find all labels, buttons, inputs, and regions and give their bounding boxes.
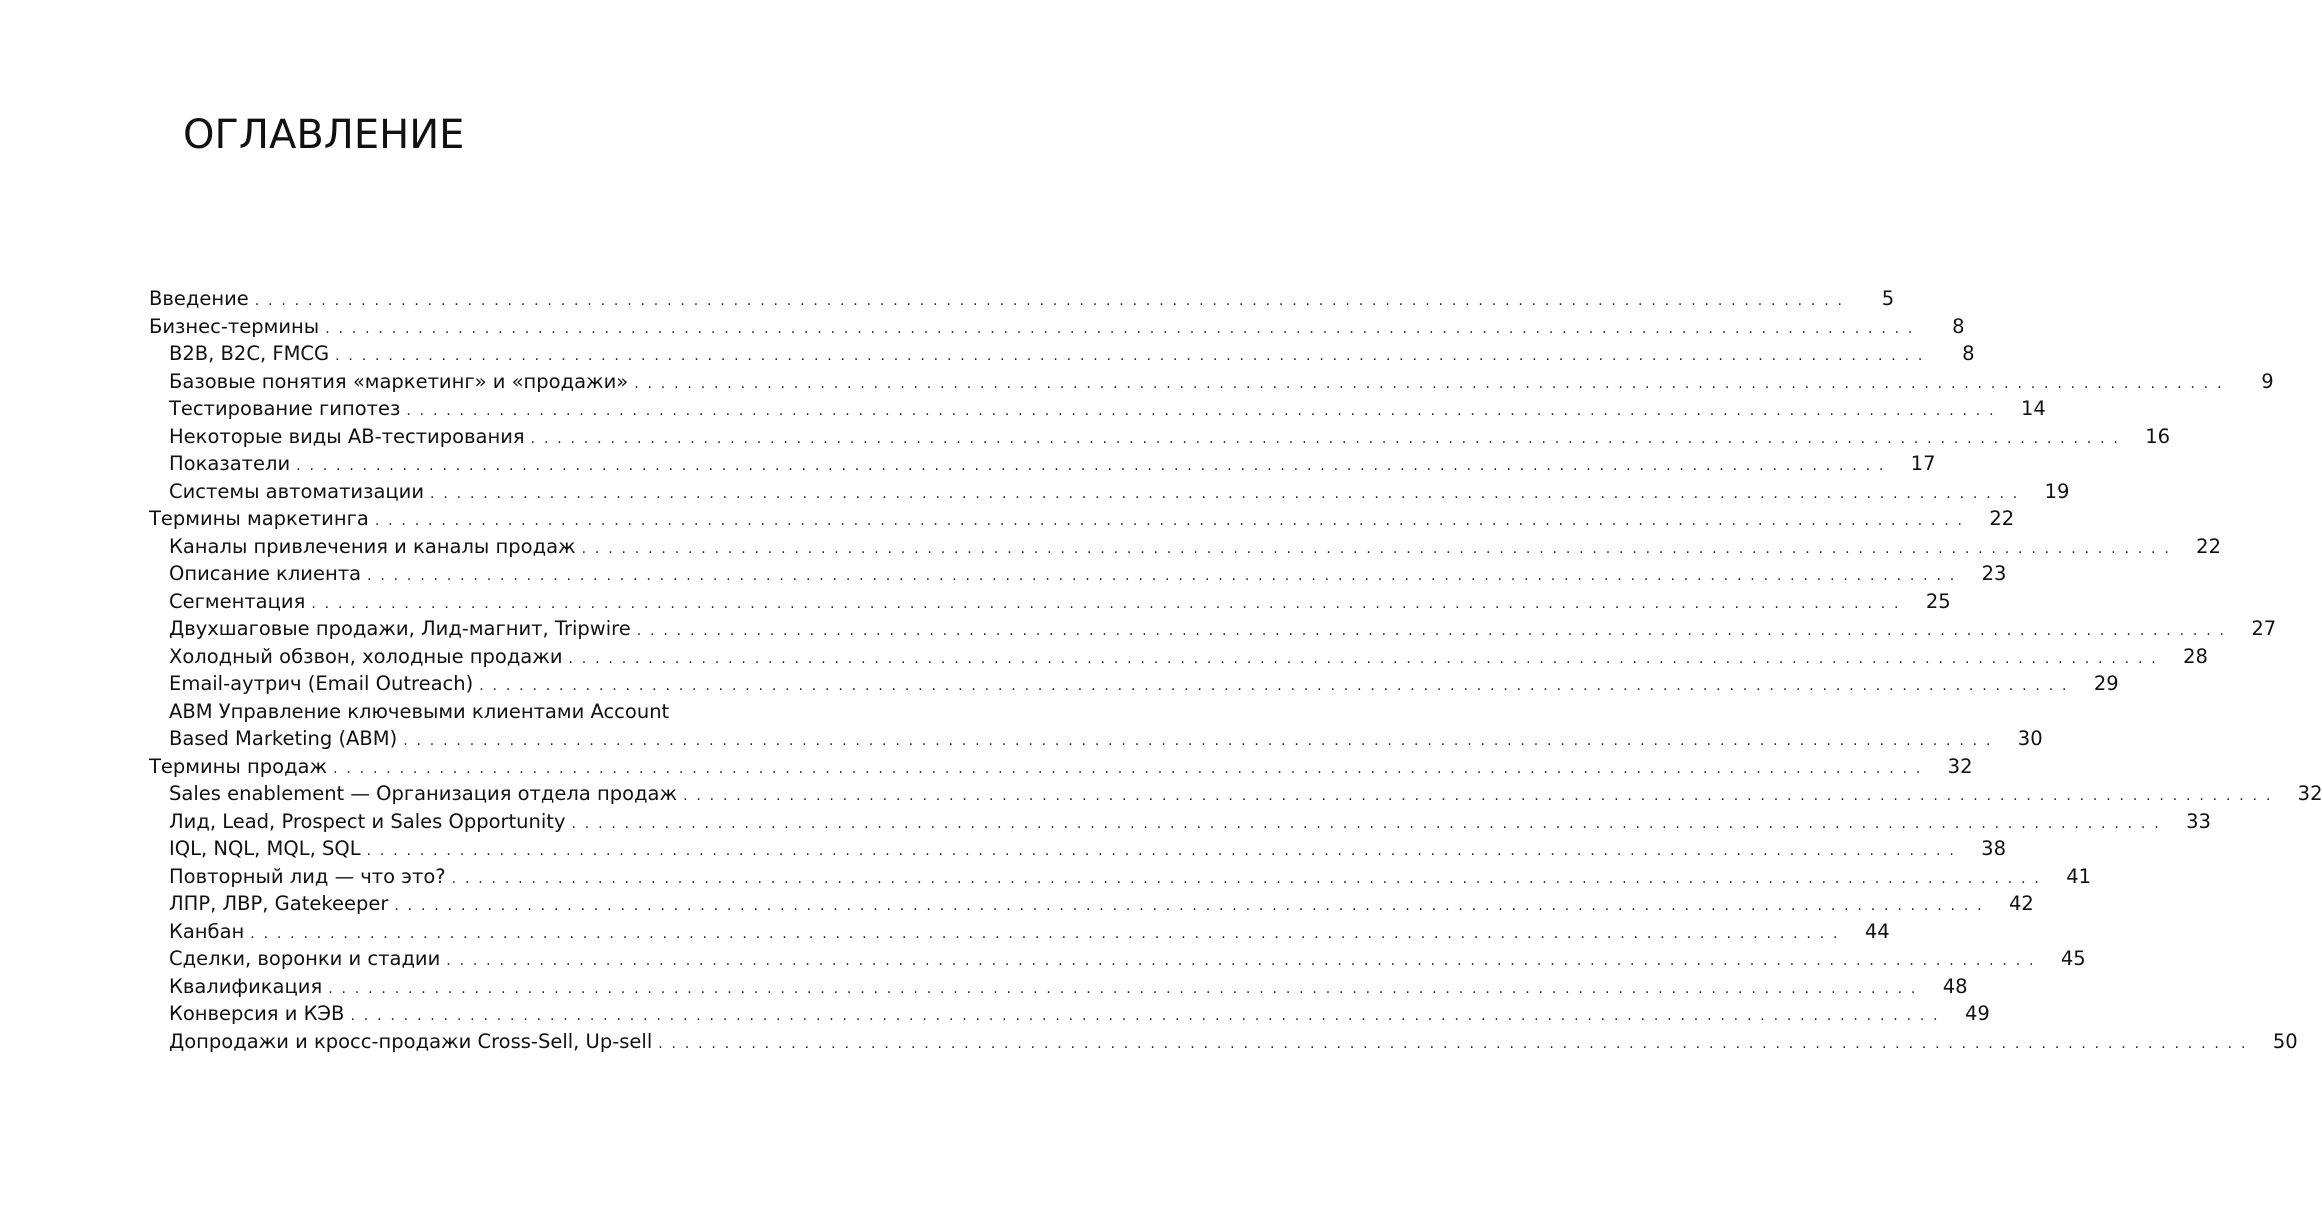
toc-entry[interactable] bbox=[169, 368, 2274, 396]
toc-page-number: 8 bbox=[1952, 314, 1965, 338]
toc-entry[interactable] bbox=[169, 918, 1890, 946]
toc-page-number: 17 bbox=[1910, 452, 1936, 475]
toc-row[interactable] bbox=[149, 1000, 1990, 1028]
toc-entry-label[interactable]: ABM Управление ключевыми клиентами Account bbox=[169, 698, 675, 726]
toc-page-number: 22 bbox=[1989, 507, 2015, 530]
toc-entry-label[interactable]: ЛПР, ЛВР, Gatekeeper bbox=[169, 890, 394, 918]
dot-leader: . . . . . . . . . . . . . . . . . . . . . . . . . . . . . . . . . . . . . . . . . . . . . . . . . . . . . . . . . . . . . . . . . . . . . . . . . . . . . . . . . . . . . . . . . . . . . . . . . . . . . . . . . . . . . . . . . . . . . . . . bbox=[451, 870, 2042, 887]
toc-page-number: 41 bbox=[2066, 864, 2092, 888]
toc-entry[interactable] bbox=[169, 973, 1968, 1001]
toc-entry-label[interactable]: Холодный обзвон, холодные продажи bbox=[169, 643, 569, 671]
toc-row[interactable] bbox=[149, 698, 745, 726]
toc-row[interactable] bbox=[149, 863, 2092, 891]
toc-entry[interactable] bbox=[169, 450, 1936, 478]
dot-leader: . . . . . . . . . . . . . . . . . . . . . . . . . . . . . . . . . . . . . . . . . . . . . . . . . . . . . . . . . . . . . . . . . . . . . . . . . . . . . . . . . . . . . . . . . . . . . . . . . . . . . . . . . . . . . . . . . . . . . . . . bbox=[568, 650, 2158, 667]
toc-page-number: 49 bbox=[1965, 1002, 1990, 1025]
toc-row[interactable] bbox=[149, 780, 2322, 808]
dot-leader: . . . . . . . . . . . . . . . . . . . . . . . . . . . . . . . . . . . . . . . . . . . . . . . . . . . . . . . . . . . . . . . . . . . . . . . . . . . . . . . . . . . . . . . . . . . . . . . . . . . . . . . . . . . . . . . . . . . . . . . . bbox=[479, 678, 2069, 694]
toc-entry-label[interactable]: Based Marketing (ABM) bbox=[169, 725, 403, 753]
toc-entry[interactable] bbox=[169, 1000, 1990, 1028]
toc-entry-label[interactable]: Тестирование гипотез bbox=[169, 395, 406, 423]
toc-entry-label[interactable]: Квалификация bbox=[169, 973, 328, 1001]
toc-row[interactable] bbox=[149, 588, 1951, 616]
toc-entry[interactable] bbox=[169, 835, 2006, 863]
toc-entry-label[interactable]: Каналы привлечения и каналы продаж bbox=[169, 533, 582, 561]
toc-row[interactable] bbox=[149, 725, 2043, 753]
toc-entry[interactable] bbox=[169, 560, 2007, 588]
dot-leader: . . . . . . . . . . . . . . . . . . . . . . . . . . . . . . . . . . . . . . . . . . . . . . . . . . . . . . . . . . . . . . . . . . . . . . . . . . . . . . . . . . . . . . . . . . . . . . . . . . . . . . . . . . . . . . . . . . . . . . . . bbox=[636, 623, 2227, 639]
toc-row[interactable] bbox=[149, 615, 2277, 643]
toc-entry-label[interactable]: Допродажи и кросс-продажи Cross-Sell, Up-sell bbox=[169, 1028, 658, 1056]
toc-row[interactable] bbox=[149, 973, 1968, 1001]
toc-entry[interactable] bbox=[169, 588, 1951, 616]
toc-page-number: 32 bbox=[2297, 782, 2322, 805]
toc-row[interactable] bbox=[149, 835, 2006, 863]
dot-leader: . . . . . . . . . . . . . . . . . . . . . . . . . . . . . . . . . . . . . . . . . . . . . . . . . . . . . . . . . . . . . . . . . . . . . . . . . . . . . . . . . . . . . . . . . . . . . . . . . . . . . . . . . . . . . . . . . . . . . . . . bbox=[366, 843, 1956, 859]
toc-entry-label[interactable]: Показатели bbox=[169, 450, 296, 478]
dot-leader: . . . . . . . . . . . . . . . . . . . . . . . . . . . . . . . . . . . . . . . . . . . . . . . . . . . . . . . . . . . . . . . . . . . . . . . . . . . . . . . . . . . . . . . . . . . . . . . . . . . . . . . . . . . . . . . . . . . . . . . . bbox=[335, 348, 1925, 364]
dot-leader: . . . . . . . . . . . . . . . . . . . . . . . . . . . . . . . . . . . . . . . . . . . . . . . . . . . . . . . . . . . . . . . . . . . . . . . . . . . . . . . . . . . . . . . . . . . . . . . . . . . . . . . . . . . . . . . . . . . . . . . . bbox=[350, 1008, 1940, 1024]
toc-entry[interactable] bbox=[169, 340, 1975, 368]
toc-entry-label[interactable]: Базовые понятия «маркетинг» и «продажи» bbox=[169, 368, 634, 396]
toc-page-number: 38 bbox=[1981, 837, 2006, 860]
toc-row[interactable] bbox=[149, 478, 2070, 506]
toc-entry-label[interactable]: Системы автоматизации bbox=[169, 478, 430, 506]
toc-entry-label[interactable]: Бизнес-термины bbox=[149, 313, 325, 341]
toc-row[interactable] bbox=[149, 395, 2046, 423]
toc-page-number: 45 bbox=[2060, 947, 2086, 970]
toc-page-number: 14 bbox=[2020, 397, 2046, 420]
toc-row[interactable] bbox=[149, 368, 2274, 396]
toc-entry[interactable] bbox=[169, 478, 2070, 506]
dot-leader: . . . . . . . . . . . . . . . . . . . . . . . . . . . . . . . . . . . . . . . . . . . . . . . . . . . . . . . . . . . . . . . . . . . . . . . . . . . . . . . . . . . . . . . . . . . . . . . . . . . . . . . . . . . . . . . . . . . . . . . . bbox=[446, 953, 2036, 969]
toc-entry-label[interactable]: Термины продаж bbox=[149, 753, 333, 781]
page-title: ОГЛАВЛЕНИЕ bbox=[183, 112, 465, 158]
toc-page-number: 50 bbox=[2272, 1029, 2298, 1053]
toc-row[interactable] bbox=[149, 450, 1936, 478]
dot-leader: . . . . . . . . . . . . . . . . . . . . . . . . . . . . . . . . . . . . . . . . . . . . . . . . . . . . . . . . . . . . . . . . . . . . . . . . . . . . . . . . . . . . . . . . . . . . . . . . . . . . . . . . . . . . . . . . . . . . . . . . bbox=[634, 375, 2224, 392]
toc-entry-label[interactable]: Повторный лид — что это? bbox=[169, 863, 452, 891]
toc-entry[interactable] bbox=[149, 285, 1895, 313]
toc-row[interactable] bbox=[149, 505, 2015, 533]
toc-row[interactable] bbox=[149, 945, 2086, 973]
toc-entry[interactable] bbox=[169, 945, 2086, 973]
dot-leader: . . . . . . . . . . . . . . . . . . . . . . . . . . . . . . . . . . . . . . . . . . . . . . . . . . . . . . . . . . . . . . . . . . . . . . . . . . . . . . . . . . . . . . . . . . . . . . . . . . . . . . . . . . . . . . . . . . . . . . . . bbox=[333, 760, 1923, 777]
toc-page-number: 33 bbox=[2186, 809, 2211, 833]
toc-row[interactable] bbox=[149, 753, 1973, 781]
toc-page-number: 23 bbox=[1981, 562, 2007, 585]
dot-leader: . . . . . . . . . . . . . . . . . . . . . . . . . . . . . . . . . . . . . . . . . . . . . . . . . . . . . . . . . . . . . . . . . . . . . . . . . . . . . . . . . . . . . . . . . . . . . . . . . . . . . . . . . . . . . . . . . . . . . . . . bbox=[250, 925, 1840, 942]
toc-entry-label[interactable]: Сделки, воронки и стадии bbox=[169, 945, 446, 973]
toc-entry[interactable] bbox=[169, 615, 2277, 643]
toc-entry[interactable] bbox=[169, 1028, 2298, 1056]
toc-entry-label[interactable]: Двухшаговые продажи, Лид-магнит, Tripwire bbox=[169, 615, 637, 643]
dot-leader: . . . . . . . . . . . . . . . . . . . . . . . . . . . . . . . . . . . . . . . . . . . . . . . . . . . . . . . . . . . . . . . . . . . . . . . . . . . . . . . . . . . . . . . . . . . . . . . . . . . . . . . . . . . . . . . . . . . . . . . . bbox=[367, 568, 1957, 584]
dot-leader: . . . . . . . . . . . . . . . . . . . . . . . . . . . . . . . . . . . . . . . . . . . . . . . . . . . . . . . . . . . . . . . . . . . . . . . . . . . . . . . . . . . . . . . . . . . . . . . . . . . . . . . . . . . . . . . . . . . . . . . . bbox=[683, 788, 2273, 804]
toc-entry[interactable] bbox=[169, 808, 2211, 836]
toc-entry-label[interactable]: Sales enablement — Организация отдела продаж bbox=[169, 780, 683, 808]
dot-leader: . . . . . . . . . . . . . . . . . . . . . . . . . . . . . . . . . . . . . . . . . . . . . . . . . . . . . . . . . . . . . . . . . . . . . . . . . . . . . . . . . . . . . . . . . . . . . . . . . . . . . . . . . . . . . . . . . . . . . . . . bbox=[374, 513, 1965, 529]
toc-page-number: 22 bbox=[2196, 534, 2221, 558]
dot-leader: . . . . . . . . . . . . . . . . . . . . . . . . . . . . . . . . . . . . . . . . . . . . . . . . . . . . . . . . . . . . . . . . . . . . . . . . . . . . . . . . . . . . . . . . . . . . . . . . . . . . . . . . . . . . . . . . . . . . . . . . bbox=[430, 485, 2020, 502]
toc-page-number: 5 bbox=[1881, 287, 1895, 310]
toc-entry-label[interactable]: Канбан bbox=[169, 918, 250, 946]
toc-row[interactable] bbox=[149, 1028, 2298, 1056]
toc-entry[interactable] bbox=[169, 670, 2119, 698]
dot-leader: . . . . . . . . . . . . . . . . . . . . . . . . . . . . . . . . . . . . . . . . . . . . . . . . . . . . . . . . . . . . . . . . . . . . . . . . . . . . . . . . . . . . . . . . . . . . . . . . . . . . . . . . . . . . . . . . . . . . . . . . bbox=[328, 980, 1918, 997]
dot-leader: . . . . . . . . . . . . . . . . . . . . . . . . . . . . . . . . . . . . . . . . . . . . . . . . . . . . . . . . . . . . . . . . . . . . . . . . . . . . . . . . . . . . . . . . . . . . . . . . . . . . . . . . . . . . . . . . . . . . . . . . bbox=[325, 320, 1915, 337]
toc-entry-label[interactable]: Некоторые виды АВ-тестирования bbox=[169, 423, 531, 451]
toc-page-number: 42 bbox=[2008, 892, 2034, 915]
toc-row[interactable] bbox=[149, 670, 2119, 698]
dot-leader: . . . . . . . . . . . . . . . . . . . . . . . . . . . . . . . . . . . . . . . . . . . . . . . . . . . . . . . . . . . . . . . . . . . . . . . . . . . . . . . . . . . . . . . . . . . . . . . . . . . . . . . . . . . . . . . . . . . . . . . . bbox=[406, 403, 1996, 419]
toc-row[interactable] bbox=[149, 423, 2171, 451]
toc-row[interactable] bbox=[149, 890, 2034, 918]
toc-row[interactable] bbox=[149, 918, 1890, 946]
toc-entry-label[interactable]: Сегментация bbox=[169, 588, 311, 616]
toc-page-number: 19 bbox=[2044, 479, 2070, 503]
toc-entry[interactable] bbox=[169, 643, 2208, 671]
toc-row[interactable] bbox=[149, 533, 2221, 561]
toc-page-number: 30 bbox=[2017, 727, 2043, 750]
toc-row[interactable] bbox=[149, 313, 1965, 341]
toc-entry[interactable] bbox=[169, 395, 2046, 423]
dot-leader: . . . . . . . . . . . . . . . . . . . . . . . . . . . . . . . . . . . . . . . . . . . . . . . . . . . . . . . . . . . . . . . . . . . . . . . . . . . . . . . . . . . . . . . . . . . . . . . . . . . . . . . . . . . . . . . . . . . . . . . . bbox=[658, 1035, 2248, 1052]
dot-leader: . . . . . . . . . . . . . . . . . . . . . . . . . . . . . . . . . . . . . . . . . . . . . . . . . . . . . . . . . . . . . . . . . . . . . . . . . . . . . . . . . . . . . . . . . . . . . . . . . . . . . . . . . . . . . . . . . . . . . . . . bbox=[581, 540, 2171, 557]
toc-entry-label[interactable]: Лид, Lead, Prospect и Sales Opportunity bbox=[169, 808, 571, 836]
table-of-contents bbox=[149, 285, 2322, 1055]
toc-entry-label[interactable]: Введение bbox=[149, 285, 255, 313]
toc-entry[interactable] bbox=[169, 890, 2034, 918]
toc-row[interactable] bbox=[149, 643, 2208, 671]
toc-entry[interactable] bbox=[169, 533, 2221, 561]
toc-row[interactable] bbox=[149, 285, 1895, 313]
toc-row[interactable] bbox=[149, 340, 1975, 368]
toc-page-number: 8 bbox=[1962, 342, 1975, 365]
toc-entry[interactable] bbox=[169, 698, 745, 726]
toc-entry[interactable] bbox=[149, 753, 1973, 781]
toc-entry-label[interactable]: Термины маркетинга bbox=[149, 505, 375, 533]
toc-page-number: 9 bbox=[2261, 369, 2274, 393]
dot-leader: . . . . . . . . . . . . . . . . . . . . . . . . . . . . . . . . . . . . . . . . . . . . . . . . . . . . . . . . . . . . . . . . . . . . . . . . . . . . . . . . . . . . . . . . . . . . . . . . . . . . . . . . . . . . . . . . . . . . . . . . bbox=[394, 898, 1984, 914]
toc-entry[interactable] bbox=[169, 423, 2171, 451]
dot-leader: . . . . . . . . . . . . . . . . . . . . . . . . . . . . . . . . . . . . . . . . . . . . . . . . . . . . . . . . . . . . . . . . . . . . . . . . . . . . . . . . . . . . . . . . . . . . . . . . . . . . . . . . . . . . . . . . . . . . . . . . bbox=[296, 458, 1886, 474]
toc-entry[interactable] bbox=[149, 313, 1965, 341]
toc-entry-label[interactable]: Email-аутрич (Email Outreach) bbox=[169, 670, 479, 698]
toc-page-number: 48 bbox=[1942, 974, 1968, 998]
dot-leader: . . . . . . . . . . . . . . . . . . . . . . . . . . . . . . . . . . . . . . . . . . . . . . . . . . . . . . . . . . . . . . . . . . . . . . . . . . . . . . . . . . . . . . . . . . . . . . . . . . . . . . . . . . . . . . . . . . . . . . . . bbox=[571, 815, 2161, 832]
toc-page-number: 28 bbox=[2183, 644, 2208, 668]
toc-entry[interactable] bbox=[169, 725, 2043, 753]
toc-entry-label[interactable]: IQL, NQL, MQL, SQL bbox=[169, 835, 367, 863]
toc-page-number: 27 bbox=[2251, 617, 2277, 640]
toc-page-number: 25 bbox=[1925, 589, 1951, 613]
toc-entry-label[interactable]: Описание клиента bbox=[169, 560, 367, 588]
toc-entry-label[interactable]: B2B, B2C, FMCG bbox=[169, 340, 335, 368]
dot-leader: . . . . . . . . . . . . . . . . . . . . . . . . . . . . . . . . . . . . . . . . . . . . . . . . . . . . . . . . . . . . . . . . . . . . . . . . . . . . . . . . . . . . . . . . . . . . . . . . . . . . . . . . . . . . . . . . . . . . . . . . bbox=[254, 293, 1845, 309]
dot-leader: . . . . . . . . . . . . . . . . . . . . . . . . . . . . . . . . . . . . . . . . . . . . . . . . . . . . . . . . . . . . . . . . . . . . . . . . . . . . . . . . . . . . . . . . . . . . . . . . . . . . . . . . . . . . . . . . . . . . . . . . bbox=[311, 595, 1901, 612]
dot-leader: . . . . . . . . . . . . . . . . . . . . . . . . . . . . . . . . . . . . . . . . . . . . . . . . . . . . . . . . . . . . . . . . . . . . . . . . . . . . . . . . . . . . . . . . . . . . . . . . . . . . . . . . . . . . . . . . . . . . . . . . bbox=[530, 430, 2121, 447]
toc-row[interactable] bbox=[149, 808, 2211, 836]
toc-entry[interactable] bbox=[169, 780, 2322, 808]
toc-entry[interactable] bbox=[149, 505, 2015, 533]
toc-page-number: 44 bbox=[1864, 919, 1890, 943]
toc-entry[interactable] bbox=[169, 863, 2092, 891]
toc-page-number: 16 bbox=[2145, 424, 2171, 448]
toc-entry-label[interactable]: Конверсия и КЭВ bbox=[169, 1000, 350, 1028]
toc-row[interactable] bbox=[149, 560, 2007, 588]
toc-page-number: 29 bbox=[2093, 672, 2119, 695]
dot-leader: . . . . . . . . . . . . . . . . . . . . . . . . . . . . . . . . . . . . . . . . . . . . . . . . . . . . . . . . . . . . . . . . . . . . . . . . . . . . . . . . . . . . . . . . . . . . . . . . . . . . . . . . . . . . . . . . . . . . . . . . bbox=[403, 733, 1993, 749]
toc-page-number: 32 bbox=[1947, 754, 1973, 778]
